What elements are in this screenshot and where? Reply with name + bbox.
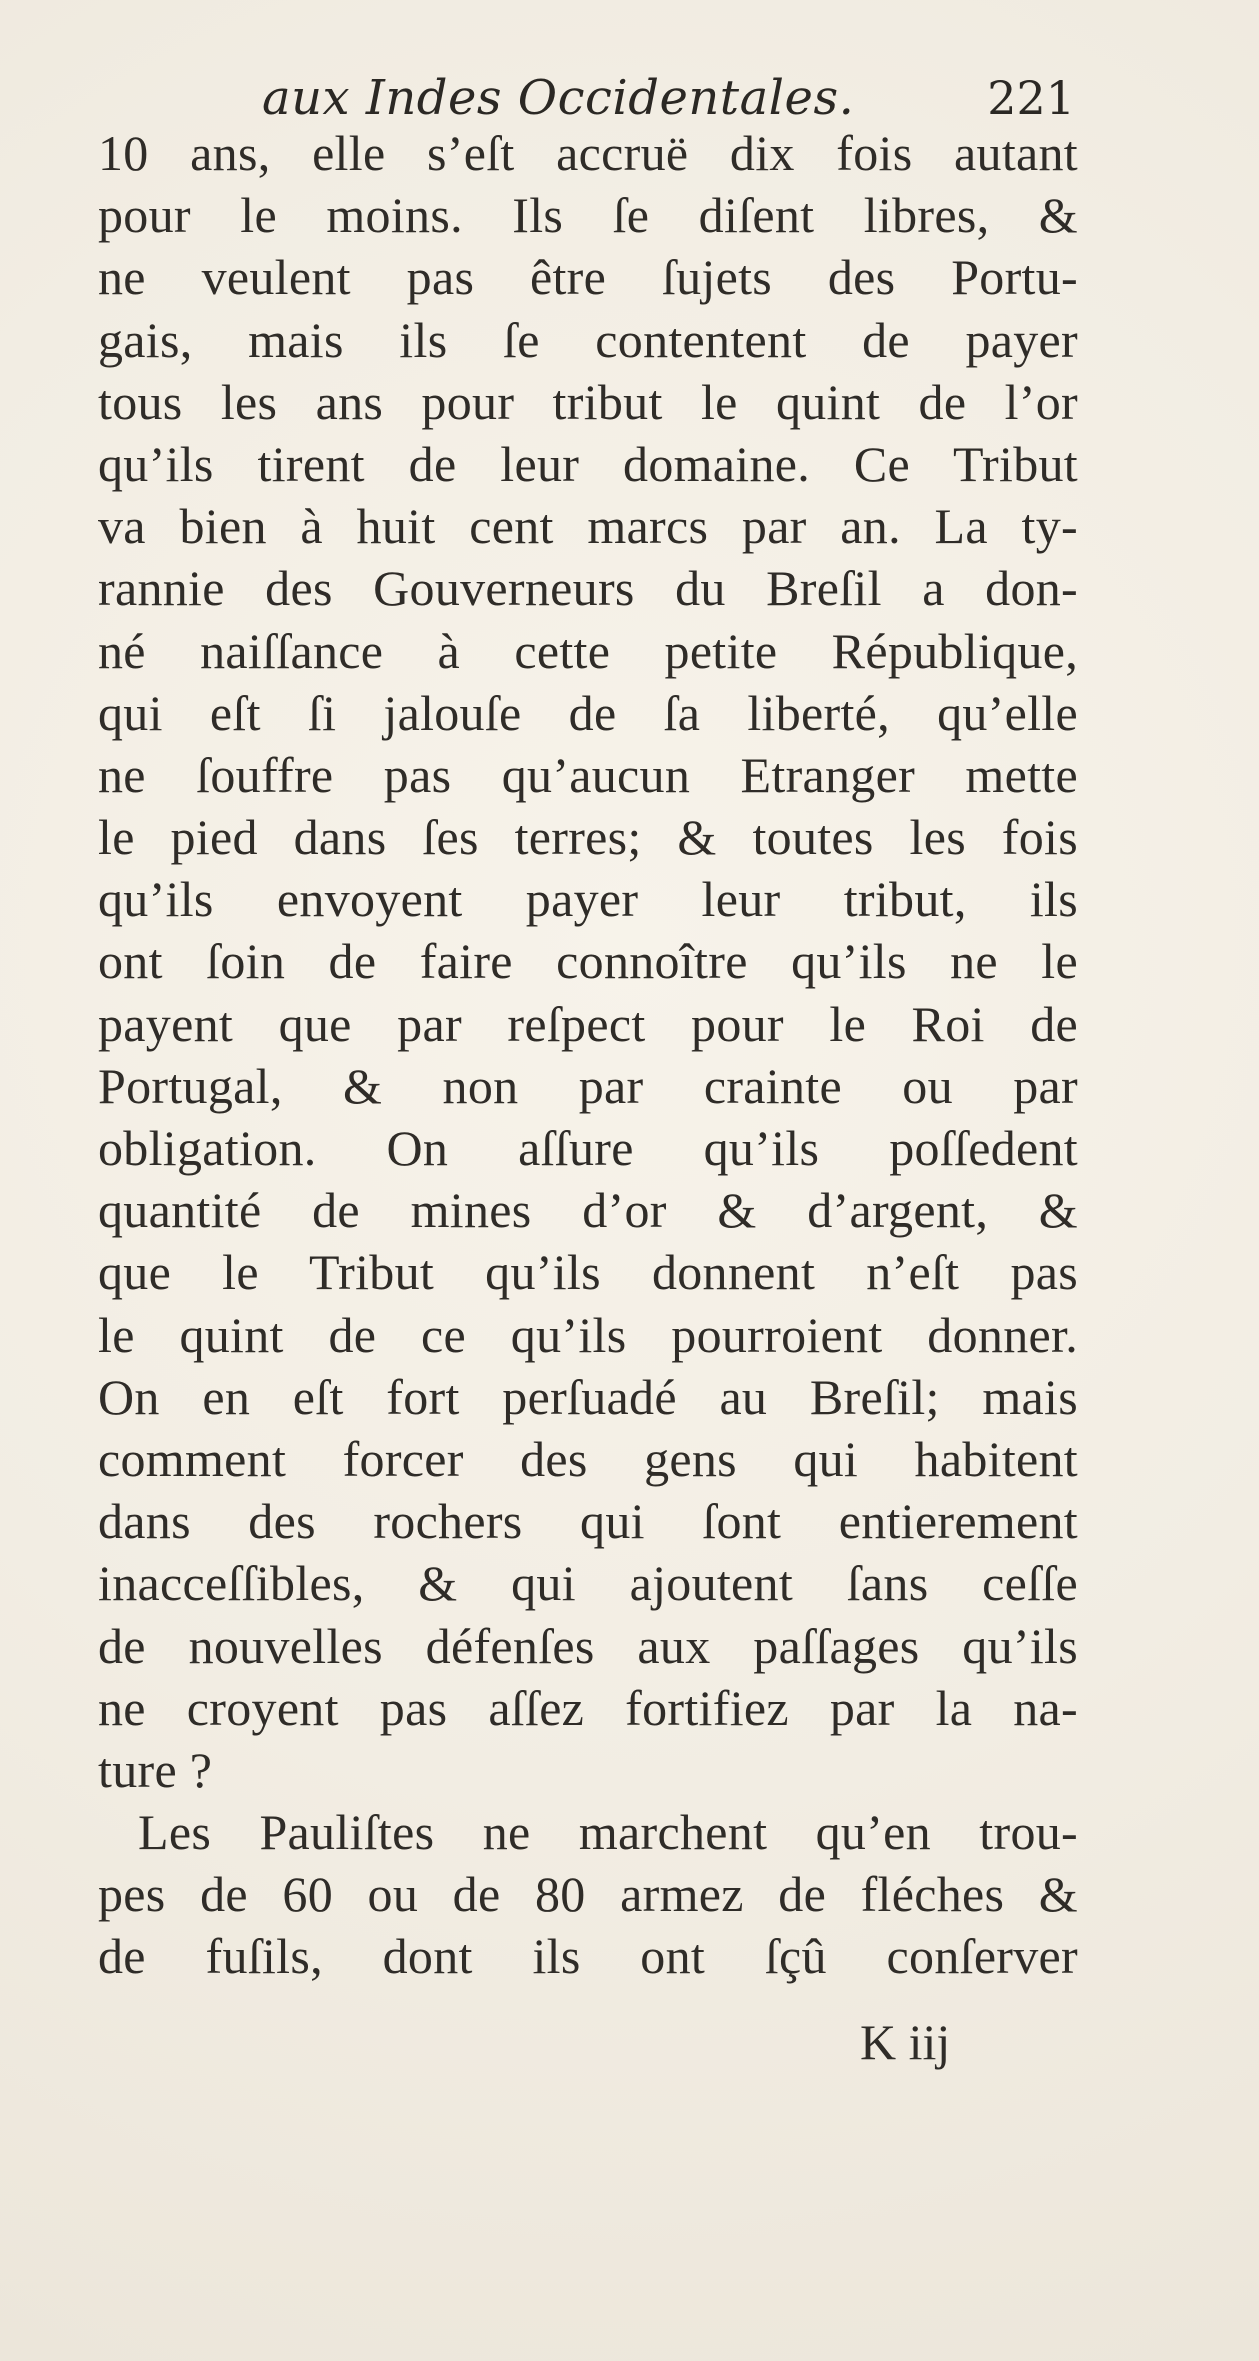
text-line-17: obligation. On aſſure qu’ils poſſedent	[98, 1120, 1078, 1176]
text-line-27: ture ?	[98, 1741, 213, 1798]
text-line-8: rannie des Gouverneurs du Breſil a don-	[98, 560, 1078, 617]
text-line-24: inacceſſibles, & qui ajoutent ſans ceſſe	[98, 1555, 1078, 1612]
text-line-1: 10 ans, elle s’eſt accruë dix fois autant	[98, 125, 1078, 181]
signature-mark: K iij	[860, 2014, 951, 2070]
text-line-23: dans des rochers qui ſont entierement	[98, 1493, 1078, 1550]
text-line-22: comment forcer des gens qui habitent	[98, 1430, 1078, 1487]
text-line-6: qu’ils tirent de leur domaine. Ce Tribut	[98, 435, 1078, 492]
text-line-30: de fuſils, dont ils ont ſçû conſerver	[98, 1928, 1078, 1985]
text-line-2: pour le moins. Ils ſe diſent libres, &	[98, 187, 1078, 244]
text-line-15: payent que par reſpect pour le Roi de	[98, 995, 1078, 1052]
text-line-20: le quint de ce qu’ils pourroient donner.	[98, 1306, 1078, 1363]
main-text	[98, 122, 1078, 1988]
text-line-16: Portugal, & non par crainte ou par	[98, 1057, 1078, 1114]
text-line-4: gais, mais ils ſe contentent de payer	[98, 311, 1078, 368]
text-line-26: ne croyent pas aſſez fortifiez par la na-	[98, 1679, 1078, 1736]
text-line-29: pes de 60 ou de 80 armez de fléches &	[98, 1866, 1078, 1923]
running-title: aux Indes Occidentales.	[262, 70, 855, 126]
text-line-18: quantité de mines d’or & d’argent, &	[98, 1182, 1078, 1239]
text-line-28: Les Pauliſtes ne marchent qu’en trou-	[138, 1804, 1078, 1861]
text-line-25: de nouvelles défenſes aux paſſages qu’ils	[98, 1617, 1078, 1674]
text-line-19: que le Tribut qu’ils donnent n’eſt pas	[98, 1244, 1078, 1301]
text-line-7: va bien à huit cent marcs par an. La ty-	[98, 498, 1078, 555]
text-line-5: tous les ans pour tribut le quint de l’or	[98, 373, 1078, 430]
text-line-11: ne ſouffre pas qu’aucun Etranger mette	[98, 746, 1078, 803]
text-line-9: né naiſſance à cette petite République,	[98, 622, 1078, 679]
text-line-3: ne veulent pas être ſujets des Portu-	[98, 249, 1078, 306]
text-line-12: le pied dans ſes terres; & toutes les fois	[98, 809, 1078, 866]
text-line-14: ont ſoin de faire connoître qu’ils ne le	[98, 933, 1078, 990]
text-line-21: On en eſt fort perſuadé au Breſil; mais	[98, 1368, 1078, 1425]
text-line-13: qu’ils envoyent payer leur tribut, ils	[98, 871, 1078, 928]
page-number: 221	[987, 71, 1075, 125]
text-line-10: qui eſt ſi jalouſe de ſa liberté, qu’elle	[98, 684, 1078, 741]
